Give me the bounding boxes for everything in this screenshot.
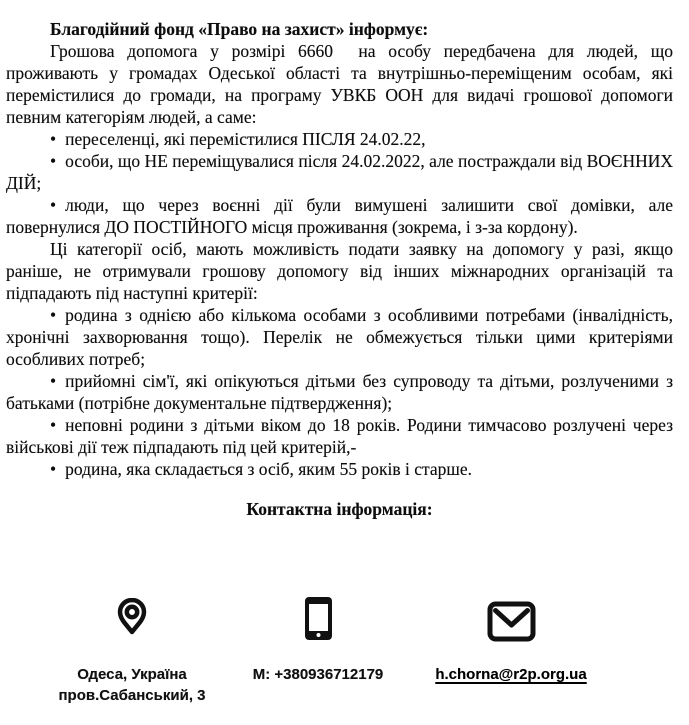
bullet-text: переселенці, які перемістилися ПІСЛЯ 24.02.22, bbox=[65, 129, 426, 149]
bullet-text: неповні родини з дітьми віком до 18 років. Родини тимчасово розлучені через військові дії теж підпадають під цей критерій,- bbox=[6, 415, 673, 457]
bullet-marker: • bbox=[50, 151, 57, 171]
contact-address bbox=[32, 592, 232, 706]
bullet-item bbox=[6, 414, 673, 458]
address-line-1: Одеса, Україна bbox=[77, 666, 187, 683]
phone-label: М: +380936712179 bbox=[252, 666, 384, 683]
bullet-item bbox=[6, 304, 673, 370]
bullet-marker: • bbox=[50, 305, 57, 325]
smartphone-icon bbox=[303, 592, 334, 642]
bullet-text: родина з однією або кількома особами з особливими потребами (інвалідність, хронічні захворювання тощо). Перелік не обмежується тільки цими критеріями особливих потреб; bbox=[6, 305, 673, 369]
address-label bbox=[59, 664, 206, 706]
address-line-2: пров.Сабанський, 3 bbox=[58, 687, 206, 704]
contact-email bbox=[411, 592, 611, 685]
intro-paragraph: Грошова допомога у розмірі 6660 на особу передбачена для людей, що проживають у громадах Одеської області та внутрішньо-переміщеним особам, які перемістилися до громади, на програму УВКБ ООН для видачі грошової допомоги певним категоріям людей, а саме: bbox=[6, 41, 673, 127]
document-title: Благодійний фонд «Право на захист» інформує: bbox=[50, 19, 429, 39]
envelope-icon bbox=[487, 592, 536, 642]
bullet-item bbox=[6, 150, 673, 194]
bullet-text: особи, що НЕ переміщувалися після 24.02.2022, але постраждали від ВОЄННИХ ДІЙ; bbox=[6, 151, 673, 193]
email-link[interactable]: h.chorna@r2p.org.ua bbox=[435, 666, 587, 683]
bullet-item bbox=[6, 458, 673, 480]
bullet-text: прийомні сім'ї, які опікуються дітьми без супроводу та дітьми, розлученими з батьками (потрібне документальне підтвердження); bbox=[6, 371, 673, 413]
contact-heading: Контактна інформація: bbox=[246, 499, 433, 519]
bullet-marker: • bbox=[50, 459, 57, 479]
bullet-marker: • bbox=[50, 129, 57, 149]
contact-section bbox=[6, 592, 673, 725]
bullet-item bbox=[6, 194, 673, 238]
bullet-item bbox=[6, 128, 673, 150]
bullet-marker: • bbox=[50, 371, 57, 391]
bullet-text: родина, яка складається з осіб, яким 55 років і старше. bbox=[65, 459, 472, 479]
contact-phone bbox=[218, 592, 418, 685]
bullet-item bbox=[6, 370, 673, 414]
location-pin-icon bbox=[116, 592, 148, 642]
bullet-marker: • bbox=[50, 195, 57, 215]
criteria-paragraph: Ці категорії осіб, мають можливість подати заявку на допомогу у разі, якщо раніше, не отримували грошову допомогу від інших міжнародних організацій та підпадають під наступні критерії: bbox=[6, 239, 673, 303]
bullet-text: люди, що через воєнні дії були вимушені залишити свої домівки, але повернулися ДО ПОСТІЙНОГО місця проживання (зокрема, і з-за кордону). bbox=[6, 195, 673, 237]
bullet-marker: • bbox=[50, 415, 57, 435]
